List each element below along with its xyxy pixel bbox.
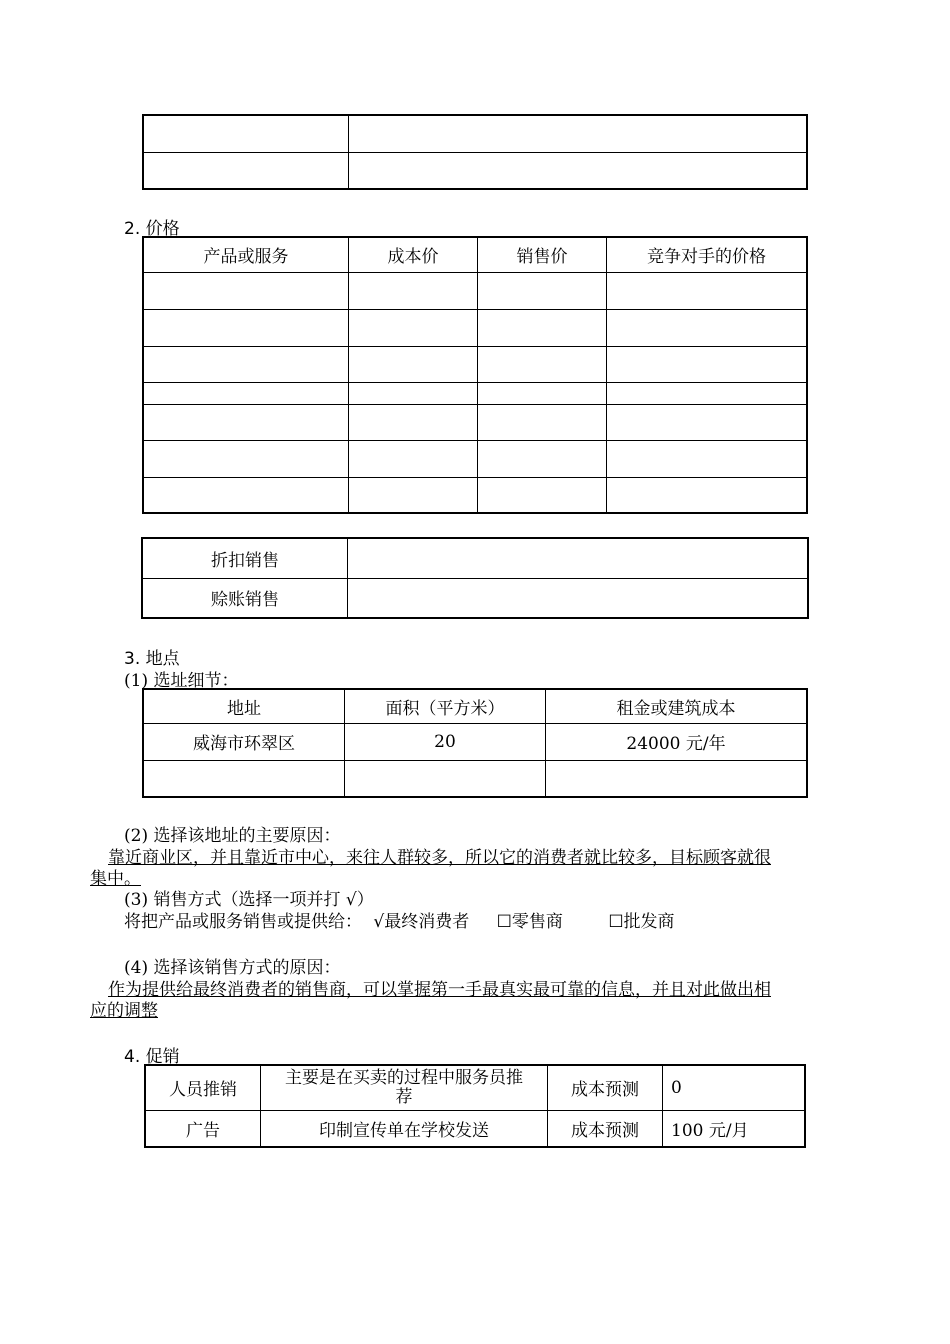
method-reason-line-2: 应的调整 xyxy=(90,1001,158,1021)
discount-sales-label: 折扣销售 xyxy=(142,538,348,578)
site-table xyxy=(142,688,808,798)
table-cell xyxy=(607,382,808,404)
table-cell xyxy=(607,440,808,477)
option-retailer[interactable]: ☐零售商 xyxy=(496,912,563,932)
table-cell xyxy=(546,760,808,797)
rent-cell: 24000 元/年 xyxy=(546,723,808,760)
table-cell xyxy=(349,309,478,346)
table-cell xyxy=(349,272,478,309)
table-cell xyxy=(143,152,349,189)
column-header: 成本价 xyxy=(349,237,478,272)
column-header: 地址 xyxy=(143,689,345,723)
promotion-table xyxy=(144,1064,806,1148)
promotion-type: 人员推销 xyxy=(145,1065,261,1110)
method-reason-line-1: 作为提供给最终消费者的销售商，可以掌握第一手最真实最可靠的信息，并且对此做出相 xyxy=(108,980,771,1000)
sales-method-label: (3) 销售方式（选择一项并打 √） xyxy=(124,890,374,910)
promotion-description xyxy=(261,1065,548,1110)
method-reason-label: (4) 选择该销售方式的原因： xyxy=(124,958,341,978)
cost-forecast-label: 成本预测 xyxy=(548,1065,663,1110)
table-cell xyxy=(349,346,478,382)
table-cell xyxy=(478,309,607,346)
column-header: 面积（平方米） xyxy=(345,689,546,723)
table-cell xyxy=(345,760,546,797)
table-cell xyxy=(349,152,808,189)
site-reason-line-2: 集中。 xyxy=(90,869,141,889)
credit-sales-label: 赊账销售 xyxy=(142,578,348,618)
table-cell xyxy=(143,346,349,382)
site-details-label: (1) 选址细节： xyxy=(124,671,239,691)
cost-forecast-value: 100 元/月 xyxy=(663,1110,806,1147)
price-heading: 2. 价格 xyxy=(124,219,180,239)
table-cell xyxy=(143,272,349,309)
site-reason-line-1: 靠近商业区，并且靠近市中心，来往人群较多，所以它的消费者就比较多，目标顾客就很 xyxy=(108,848,771,868)
table-cell xyxy=(349,404,478,440)
column-header: 竞争对手的价格 xyxy=(607,237,808,272)
column-header: 销售价 xyxy=(478,237,607,272)
address-cell: 威海市环翠区 xyxy=(143,723,345,760)
promotion-type: 广告 xyxy=(145,1110,261,1147)
table-cell xyxy=(607,272,808,309)
table-cell xyxy=(607,404,808,440)
table-cell xyxy=(607,309,808,346)
table-cell xyxy=(143,404,349,440)
sales-method-row xyxy=(124,907,675,932)
cost-forecast-value: 0 xyxy=(663,1065,806,1110)
column-header: 租金或建筑成本 xyxy=(546,689,808,723)
option-final-consumer[interactable]: √最终消费者 xyxy=(373,912,470,932)
place-heading: 3. 地点 xyxy=(124,649,180,669)
table-cell xyxy=(478,440,607,477)
description-line: 主要是在买卖的过程中服务员推 xyxy=(285,1067,523,1088)
site-reason-label: (2) 选择该地址的主要原因： xyxy=(124,826,341,846)
table-cell xyxy=(478,382,607,404)
table-cell xyxy=(143,760,345,797)
table-cell xyxy=(143,309,349,346)
option-wholesaler[interactable]: ☐批发商 xyxy=(608,912,675,932)
table-cell xyxy=(478,477,607,513)
price-table xyxy=(142,236,808,514)
table-cell xyxy=(607,477,808,513)
sales-method-prompt: 将把产品或服务销售或提供给： xyxy=(124,912,362,932)
table-cell xyxy=(143,382,349,404)
table-cell xyxy=(349,477,478,513)
promotion-heading: 4. 促销 xyxy=(124,1047,180,1067)
table-cell xyxy=(478,272,607,309)
promotion-description: 印制宣传单在学校发送 xyxy=(261,1110,548,1147)
top-table xyxy=(142,114,808,190)
table-cell xyxy=(478,346,607,382)
description-line: 荐 xyxy=(395,1086,413,1107)
table-cell xyxy=(478,404,607,440)
table-cell xyxy=(607,346,808,382)
credit-sales-value xyxy=(348,578,809,618)
discount-sales-value xyxy=(348,538,809,578)
cost-forecast-label: 成本预测 xyxy=(548,1110,663,1147)
table-cell xyxy=(143,477,349,513)
table-cell xyxy=(349,440,478,477)
table-cell xyxy=(349,382,478,404)
area-cell: 20 xyxy=(345,723,546,760)
table-cell xyxy=(143,115,349,152)
column-header: 产品或服务 xyxy=(143,237,349,272)
table-cell xyxy=(349,115,808,152)
table-cell xyxy=(143,440,349,477)
sales-terms-table xyxy=(141,537,809,619)
